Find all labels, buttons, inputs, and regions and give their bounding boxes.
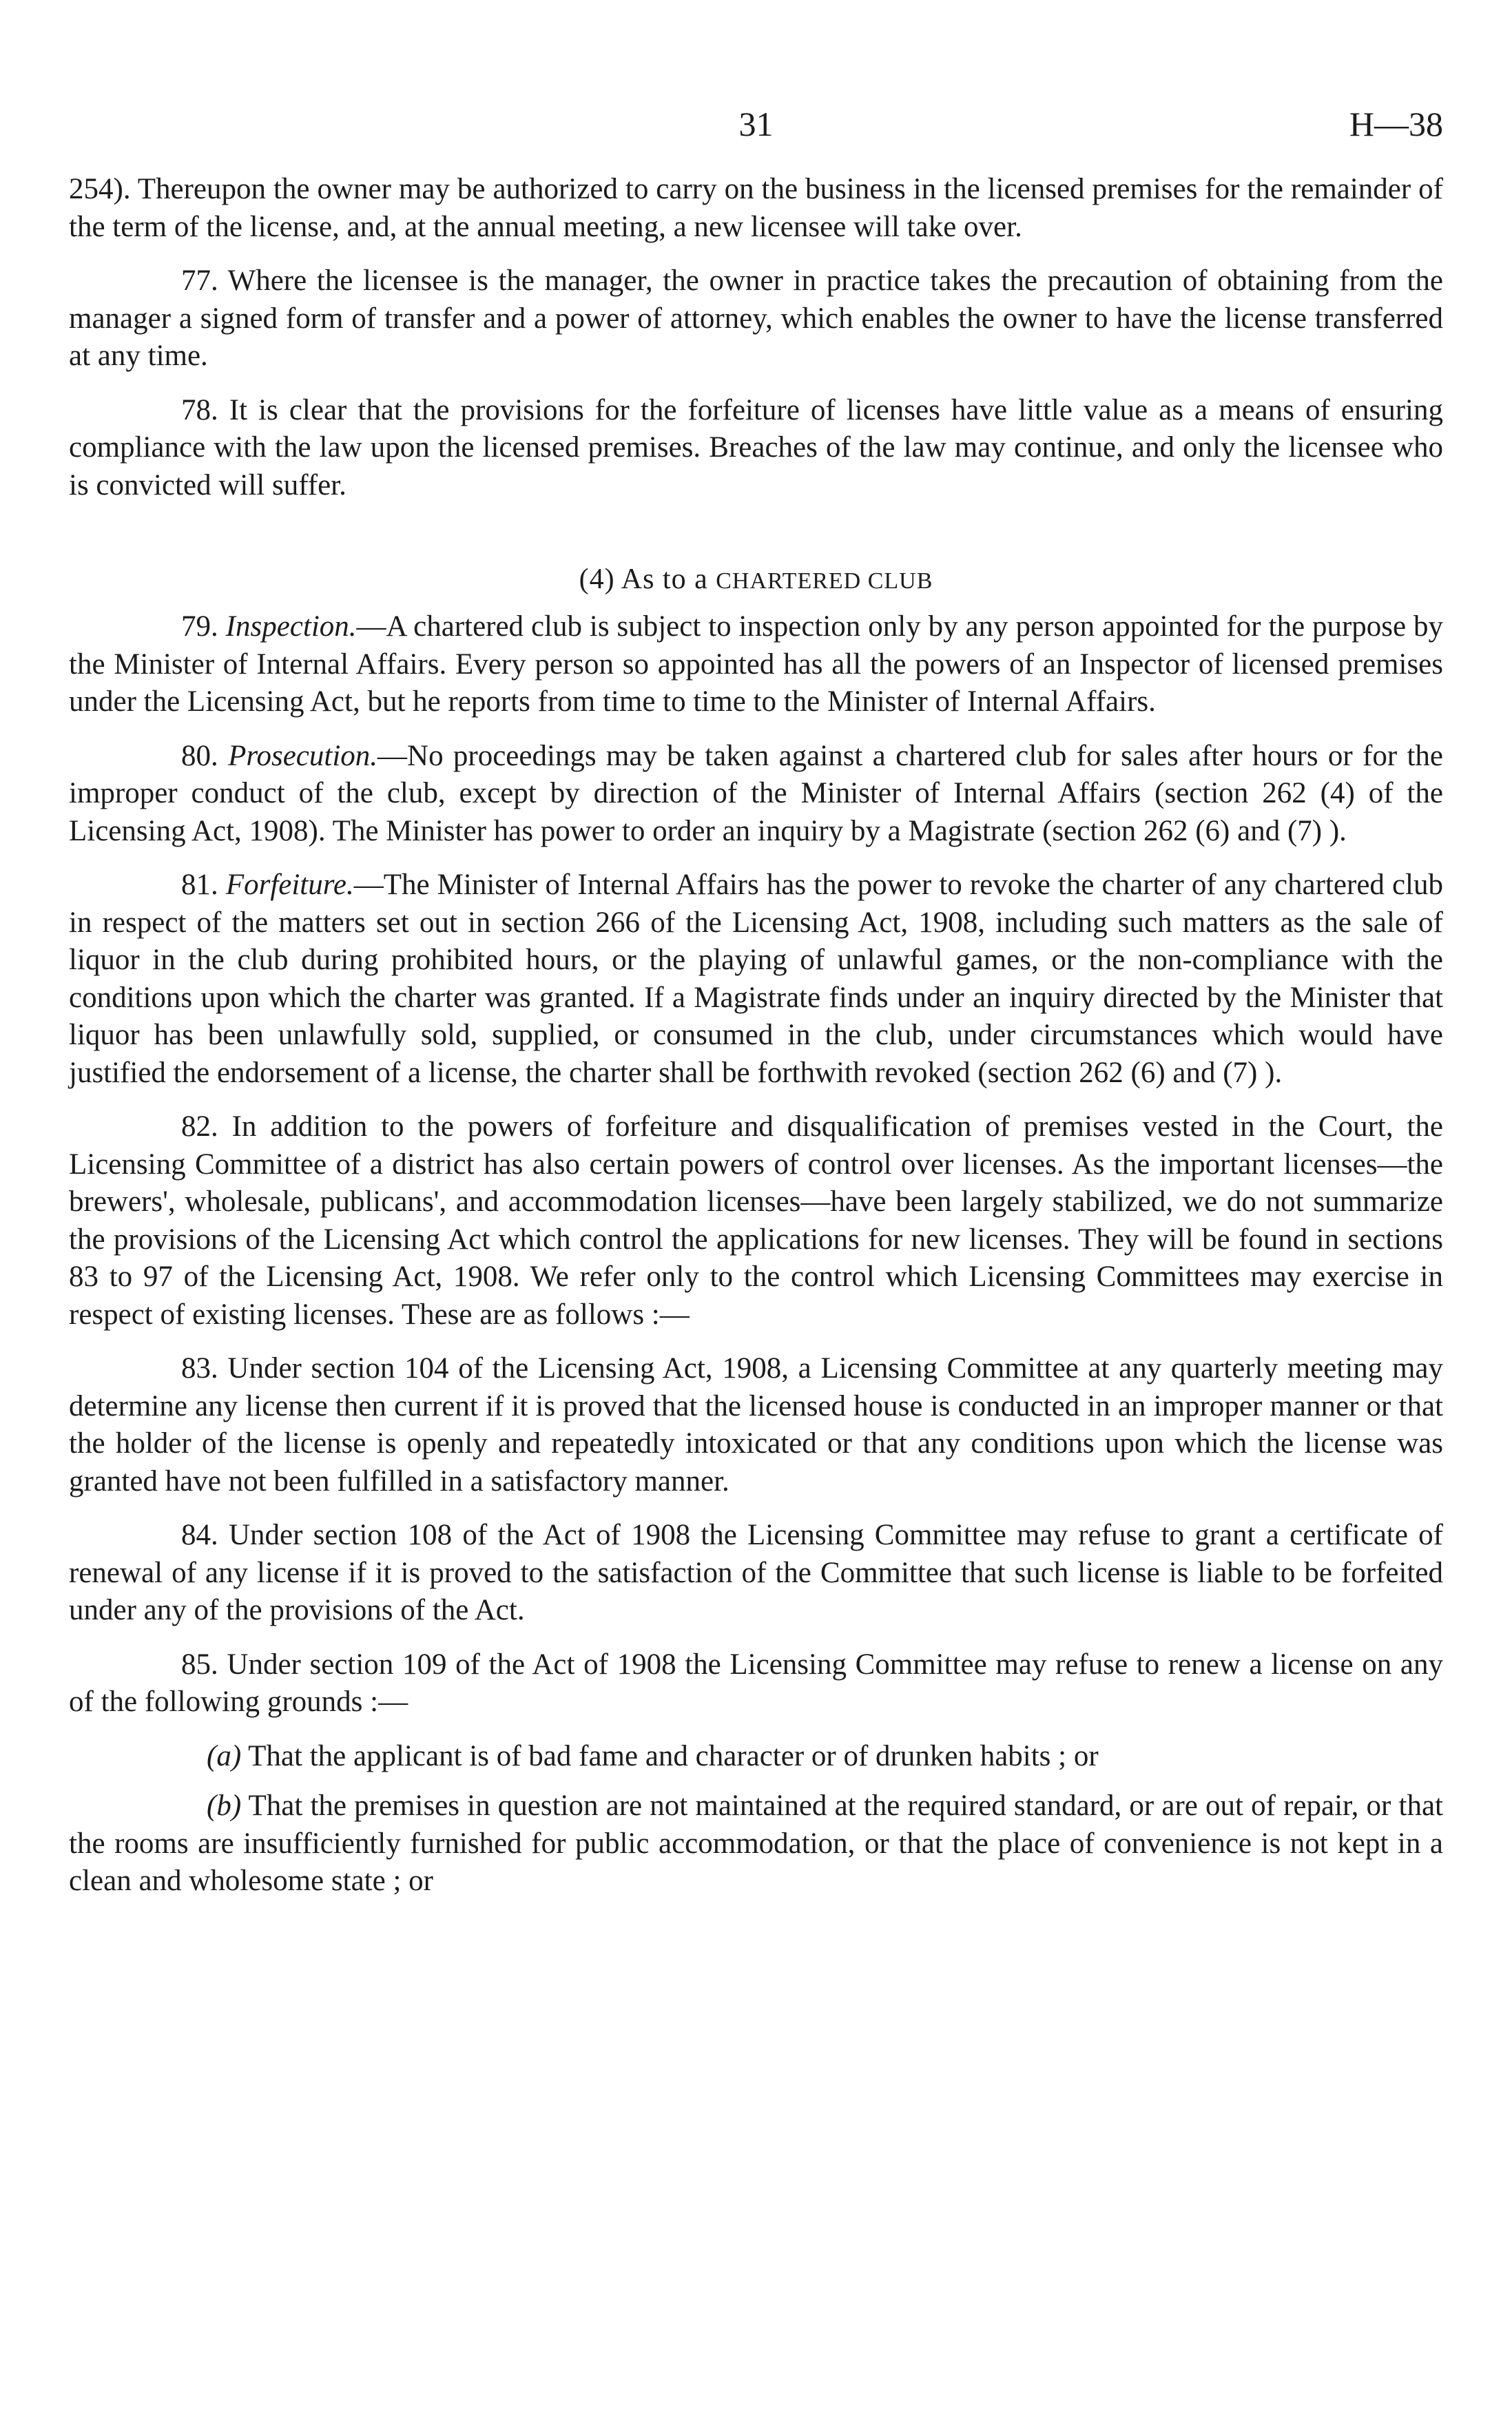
list-item-b	[69, 1788, 1443, 1900]
paragraph-77: 77. Where the licensee is the manager, the owner in practice takes the precaution of obtaining from the manager a signed form of transfer and a power of attorney, which enables the owner to have the license transferred at any time.	[69, 265, 1443, 372]
paragraph-79-number: 79.	[181, 610, 218, 643]
list-item-b-body: That the premises in question are not maintained at the required standard, or are out of repair, or that the rooms are insufficiently furnished for public accommodation, or that the place of convenience is not kept in a clean and wholesome state ; or	[69, 1790, 1443, 1897]
section-heading-chartered-club	[69, 561, 1443, 600]
list-item-b-label: (b)	[207, 1790, 242, 1822]
document-page	[69, 103, 1443, 1913]
paragraph-79	[69, 608, 1443, 721]
paragraph-79-label: Inspection.	[225, 610, 357, 643]
page-header	[69, 103, 1443, 158]
section-heading-title: CHARTERED CLUB	[716, 568, 933, 594]
paragraph-84: 84. Under section 108 of the Act of 1908 the Licensing Committee may refuse to grant a certificate of renewal of any license if it is proved to the satisfaction of the Committee that such license is liable to be forfeited under any of the provisions of the Act.	[69, 1519, 1443, 1626]
paragraph-79-body: —A chartered club is subject to inspection only by any person appointed for the purpose by the Minister of Internal Affairs. Every person so appointed has all the powers of an Inspector of licensed premises under the Licensing Act, but he reports from time to time to the Minister of Internal Affairs.	[69, 610, 1444, 718]
paragraph-81-number: 81.	[181, 869, 218, 901]
list-item-a-body: That the applicant is of bad fame and character or of drunken habits ; or	[241, 1739, 1099, 1772]
paragraph-254-continuation: 254). Thereupon the owner may be authorized to carry on the business in the licensed premises for the remainder of the term of the license, and, at the annual meeting, a new licensee will take over.	[69, 173, 1443, 243]
paragraph-81-body: —The Minister of Internal Affairs has the power to revoke the charter of any chartered club in respect of the matters set out in section 266 of the Licensing Act, 1908, including such matters as the sale of liquor in the club during prohibited hours, or the playing of unlawful games, or the non-compliance with the conditions upon which the charter was granted. If a Magistrate finds under an inquiry directed by the Minister that liquor has been unlawfully sold, supplied, or consumed in the club, under circumstances which would have justified the endorsement of a license, the charter shall be forthwith revoked (section 262 (6) and (7) ).	[69, 869, 1444, 1089]
paragraph-81	[69, 867, 1443, 1092]
paragraph-85: 85. Under section 109 of the Act of 1908 the Licensing Committee may refuse to renew a license on any of the following grounds :—	[69, 1648, 1443, 1718]
paragraph-82: 82. In addition to the powers of forfeiture and disqualification of premises vested in the Court, the Licensing Committee of a district has also certain powers of control over licenses. As the important licenses—the brewers', wholesale, publicans', and accommodation licenses—have been largely stabilized, we do not summarize the provisions of the Licensing Act which control the applications for new licenses. They will be found in sections 83 to 97 of the Licensing Act, 1908. We refer only to the control which Licensing Committees may exercise in respect of existing licenses. These are as follows :—	[69, 1110, 1443, 1331]
paragraph-80-body: —No proceedings may be taken against a chartered club for sales after hours or for the improper conduct of the club, except by direction of the Minister of Internal Affairs (section 262 (4) of the Licensing Act, 1908). The Minister has power to order an inquiry by a Magistrate (section 262 (6) and (7) ).	[69, 739, 1443, 847]
paragraph-80	[69, 738, 1443, 851]
list-item-a-label: (a)	[207, 1739, 242, 1772]
paragraph-78: 78. It is clear that the provisions for the forfeiture of licenses have little value as a means of ensuring compliance with the law upon the licensed premises. Breaches of the law may continue, and only the licensee who is convicted will suffer.	[69, 393, 1443, 501]
document-reference: H—38	[1349, 105, 1443, 143]
paragraph-80-number: 80.	[181, 739, 218, 772]
paragraph-83: 83. Under section 104 of the Licensing Act, 1908, a Licensing Committee at any quarterly meeting may determine any license then current if it is proved that the licensed house is conducted in an improper manner or that the holder of the license is openly and repeatedly intoxicated or that any conditions upon which the license was granted have not been fulfilled in a satisfactory manner.	[69, 1352, 1443, 1498]
list-item-a	[69, 1738, 1443, 1776]
page-number: 31	[738, 105, 774, 143]
paragraph-80-label: Prosecution.	[228, 739, 378, 772]
section-heading-prefix: (4) As to a	[579, 563, 708, 595]
paragraph-81-label: Forfeiture.	[225, 869, 354, 901]
